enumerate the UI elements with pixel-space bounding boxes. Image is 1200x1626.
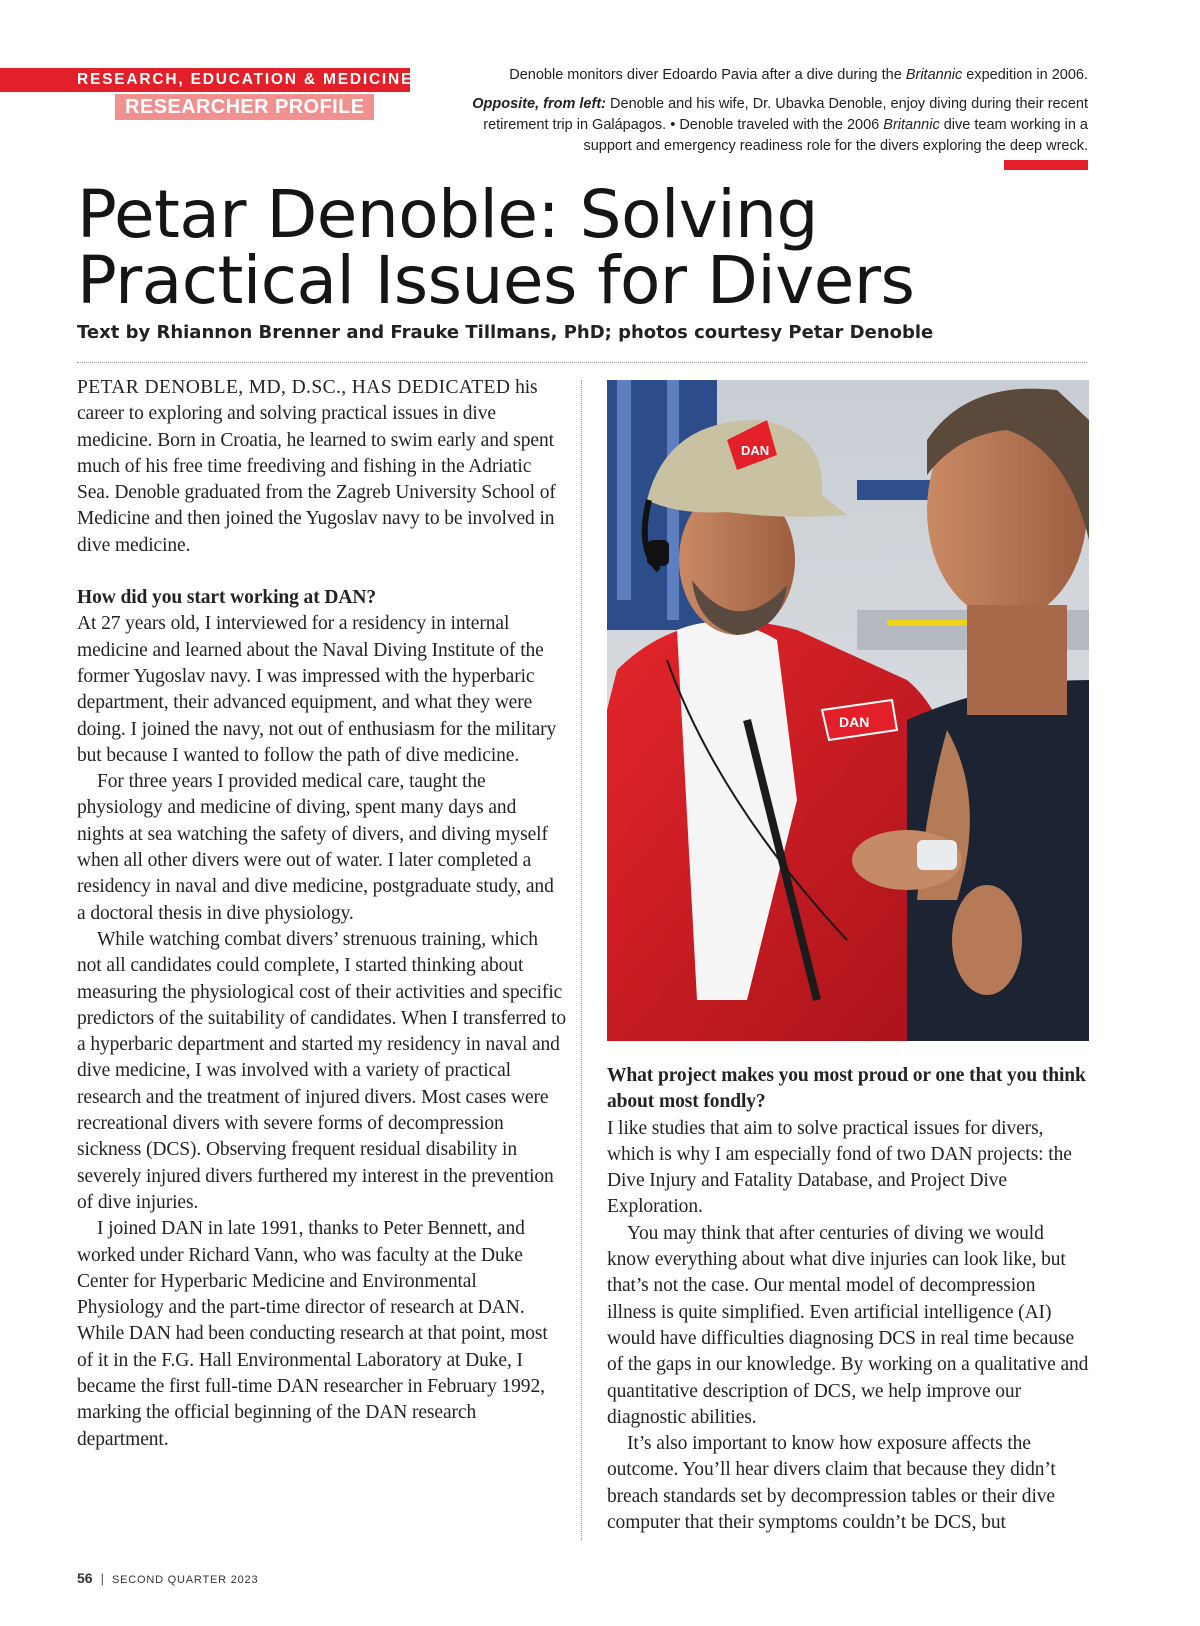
question-heading: How did you start working at DAN? [77,587,376,609]
jacket-logo: DAN [839,714,870,730]
cap-logo: DAN [741,443,770,458]
intro-paragraph: PETAR DENOBLE, MD, D.SC., HAS DEDICATED his career to exploring and solving practical issues in dive medicine. Born in Croatia, he learned to swim early and spent much of his free time freediving and fishing in the Adriatic Sea. Denoble graduated from the Zagreb University School of Medicine and then joined the Yugoslav navy to be involved in dive medicine. [77,377,556,556]
issue-label: SECOND QUARTER 2023 [111,1574,259,1586]
answer-paragraph: I like studies that aim to solve practical issues for divers, which is why I am especially fond of two DAN projects: the Dive Injury and Fatality Database, and Project Dive Exploration. [607,1117,1072,1218]
answer-paragraph: At 27 years old, I interviewed for a residency in internal medicine and learned about the Naval Diving Institute of the former Yugoslav navy. I was impressed with the hyperbaric department, their advanced equipment, and what they were doing. I joined the navy, not out of enthusiasm for the military but because I wanted to follow the path of dive medicine. [77,613,557,766]
column-divider [581,380,582,1540]
question-heading: What project makes you most proud or one that you think about most fondly? [607,1065,1086,1113]
byline: Text by Rhiannon Brenner and Frauke Tillmans, PhD; photos courtesy Petar Denoble [77,322,934,343]
photo-illustration [607,380,1089,1041]
body-column-right [607,1063,1089,1536]
page-number: 56 [77,1570,93,1586]
title-line-1: Petar Denoble: Solving [77,176,818,253]
answer-paragraph: I joined DAN in late 1991, thanks to Peter Bennett, and worked under Richard Vann, who was faculty at the Duke Center for Hyperbaric Medicine and Environmental Physiology and the part-time director of research at DAN. While DAN had been conducting research at that point, most of it in the F.G. Hall Environmental Laboratory at Duke, I became the first full-time DAN researcher in February 1992, marking the official beginning of the DAN research department. [77,1218,548,1450]
accent-bar [1004,160,1088,170]
article-photo [607,380,1089,1041]
title-line-2: Practical Issues for Divers [77,242,915,319]
answer-paragraph: You may think that after centuries of diving we would know everything about what dive injuries can look like, but that’s not the case. Our mental model of decompression illness is quite simplified. Even artificial intelligence (AI) would have difficulties diagnosing DCS in real time because of the gaps in our knowledge. By working on a qualitative and quantitative description of DCS, we help improve our diagnostic abilities. [607,1222,1089,1428]
title-divider [77,362,1087,363]
footer-separator: | [100,1571,104,1586]
lead-caps: PETAR DENOBLE, MD, D.SC., HAS DEDICATED [77,377,511,398]
page-footer [77,1570,258,1586]
photo-caption-top: Denoble monitors diver Edoardo Pavia after a dive during the Britannic expedition in 2006. [509,67,1088,83]
profile-tag: RESEARCHER PROFILE [115,94,374,120]
answer-paragraph: While watching combat divers’ strenuous training, which not all candidates could complete, I started thinking about measuring the physiological cost of their activities and specific predictors of the suitability of candidates. When I transferred to a hyperbaric department and started my residency in naval and dive medicine, I was involved with a variety of practical research and the treatment of injured divers. Most cases were recreational divers with severe forms of decompression sickness (DCS). Observing frequent residual disability in severely injured divers furthered my interest in the prevention of dive injuries. [77,928,567,1213]
photo-caption-opposite: Opposite, from left: Denoble and his wife, Dr. Ubavka Denoble, enjoy diving during their recent retirement trip in Galápagos. • Denoble traveled with the 2006 Britannic dive team working in a support and emergency readiness role for the divers exploring the deep wreck. [472,96,1088,154]
article-title [77,176,1117,319]
answer-paragraph: It’s also important to know how exposure affects the outcome. You’ll hear divers claim that because they didn’t breach standards set by decompression tables or their dive computer that their symptoms couldn’t be DCS, but [607,1433,1056,1534]
body-column-left [77,375,567,1453]
section-tag: RESEARCH, EDUCATION & MEDICINE [0,68,410,92]
answer-paragraph: For three years I provided medical care, taught the physiology and medicine of diving, spent many days and nights at sea watching the safety of divers, and diving myself when all other divers were out of water. I later completed a residency in naval and dive medicine, postgraduate study, and a doctoral thesis in dive physiology. [77,771,554,924]
